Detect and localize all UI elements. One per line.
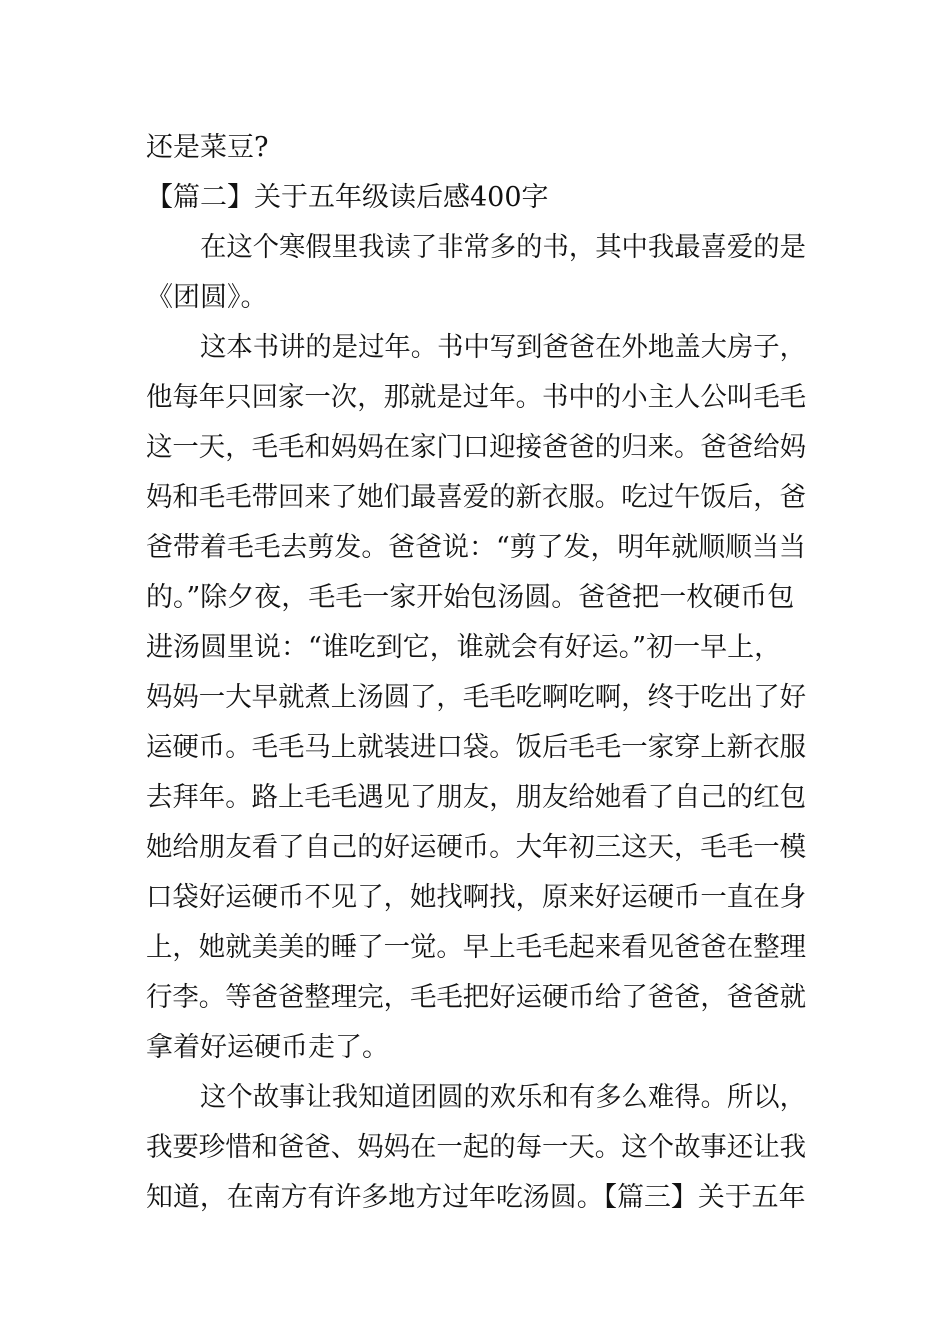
paragraph-line xyxy=(0,923,950,973)
paragraph-line xyxy=(0,473,950,523)
paragraph-line-text: 这个故事让我知道团圆的欢乐和有多么难得。所以， xyxy=(200,1082,806,1113)
paragraph-line-text: 《团圆》。 xyxy=(146,282,268,313)
section-heading-text: 【篇二】关于五年级读后感400字 xyxy=(146,182,549,213)
paragraph-line-text: 爸带着毛毛去剪发。爸爸说：“剪了发，明年就顺顺当当 xyxy=(146,532,806,563)
paragraph-line xyxy=(0,773,950,823)
paragraph-line xyxy=(0,273,950,323)
text-line-content: 还是菜豆? xyxy=(146,132,269,163)
text-line xyxy=(0,123,950,173)
paragraph-line-text: 上，她就美美的睡了一觉。早上毛毛起来看见爸爸在整理 xyxy=(146,932,807,963)
paragraph-line-text: 妈和毛毛带回来了她们最喜爱的新衣服。吃过午饭后，爸 xyxy=(146,482,807,513)
paragraph-line xyxy=(0,323,950,373)
paragraph-line xyxy=(0,1073,950,1123)
paragraph-line-text: 妈妈一大早就煮上汤圆了，毛毛吃啊吃啊，终于吃出了好 xyxy=(146,682,807,713)
paragraph-line xyxy=(0,973,950,1023)
paragraph-line xyxy=(0,723,950,773)
paragraph-line-text: 知道，在南方有许多地方过年吃汤圆。【篇三】关于五年 xyxy=(146,1182,806,1213)
paragraph-line-text: 我要珍惜和爸爸、妈妈在一起的每一天。这个故事还让我 xyxy=(146,1132,807,1163)
paragraph-line xyxy=(0,873,950,923)
paragraph-line xyxy=(0,823,950,873)
paragraph-line xyxy=(0,523,950,573)
paragraph-line xyxy=(0,573,950,623)
paragraph-line xyxy=(0,1023,950,1073)
paragraph-line xyxy=(0,1173,950,1223)
paragraph-line-text: 拿着好运硬币走了。 xyxy=(146,1032,389,1063)
paragraph-line-text: 运硬币。毛毛马上就装进口袋。饭后毛毛一家穿上新衣服 xyxy=(146,732,807,763)
paragraph-line xyxy=(0,373,950,423)
paragraph-line-text: 她给朋友看了自己的好运硬币。大年初三这天，毛毛一模 xyxy=(146,832,807,863)
paragraph-line xyxy=(0,423,950,473)
paragraph-line xyxy=(0,623,950,673)
section-heading xyxy=(0,173,950,223)
paragraph-line-text: 进汤圆里说：“谁吃到它，谁就会有好运。”初一早上， xyxy=(146,632,782,663)
paragraph-line-text: 行李。等爸爸整理完，毛毛把好运硬币给了爸爸，爸爸就 xyxy=(146,982,807,1013)
paragraph-line-text: 在这个寒假里我读了非常多的书，其中我最喜爱的是 xyxy=(200,232,806,263)
paragraph-line xyxy=(0,1123,950,1173)
paragraph-line xyxy=(0,673,950,723)
paragraph-line-text: 他每年只回家一次，那就是过年。书中的小主人公叫毛毛 xyxy=(146,382,807,413)
paragraph-line-text: 的。”除夕夜，毛毛一家开始包汤圆。爸爸把一枚硬币包 xyxy=(146,582,795,613)
paragraph-line-text: 这本书讲的是过年。书中写到爸爸在外地盖大房子， xyxy=(200,332,806,363)
paragraph-line-text: 这一天，毛毛和妈妈在家门口迎接爸爸的归来。爸爸给妈 xyxy=(146,432,807,463)
paragraph-line-text: 去拜年。路上毛毛遇见了朋友，朋友给她看了自己的红包 xyxy=(146,782,807,813)
paragraph-line-text: 口袋好运硬币不见了，她找啊找，原来好运硬币一直在身 xyxy=(146,882,807,913)
paragraph-line xyxy=(0,223,950,273)
